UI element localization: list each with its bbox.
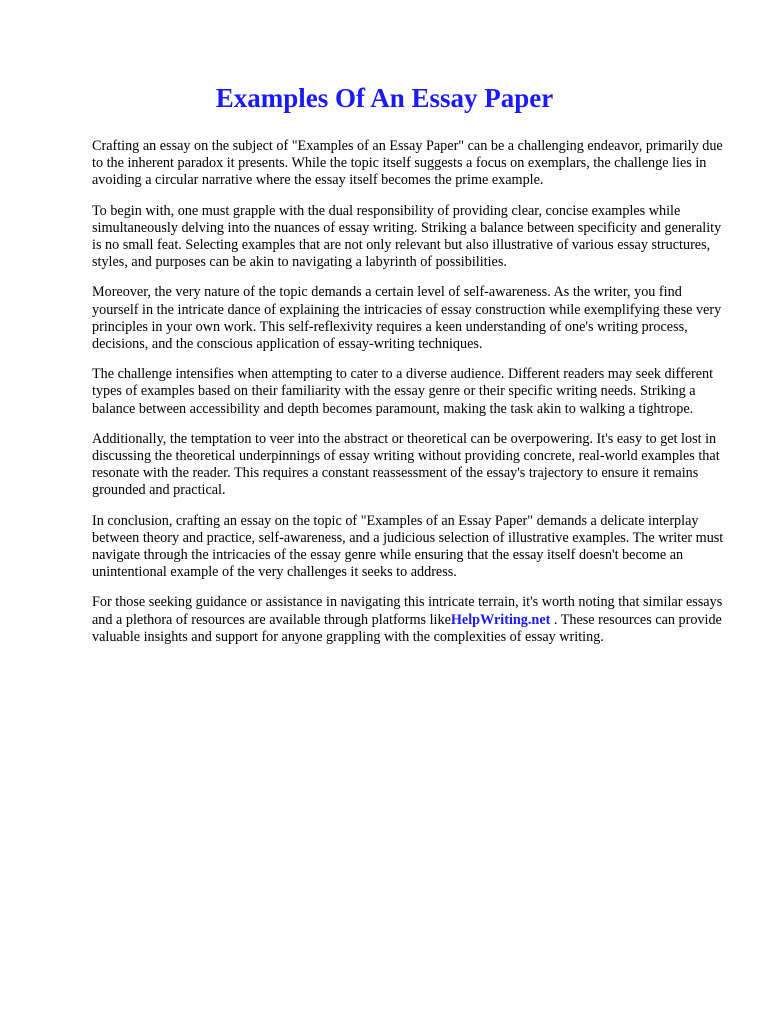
paragraph-7-before-link: For those seeking guidance or assistance in navigating this intricate terrain, it's worth noting that similar essays and a plethora of resources are available through platforms like (92, 594, 723, 628)
paragraph-1: Crafting an essay on the subject of "Examples of an Essay Paper" can be a challenging endeavor, primarily due to the inherent paradox it presents. While the topic itself suggests a focus on exemplars, the challenge lies in avoiding a circular narrative where the essay itself becomes the prime example. (92, 138, 723, 189)
document-title: Examples Of An Essay Paper (215, 83, 554, 113)
paragraph-7 (92, 594, 725, 646)
paragraph-2: To begin with, one must grapple with the dual responsibility of providing clear, concise examples while simultaneously delving into the nuances of essay writing. Striking a balance between specificity and generality is no small feat. Selecting examples that are not only relevant but also illustrative of various essay structures, styles, and purposes can be akin to navigating a labyrinth of possibilities. (92, 202, 722, 271)
paragraph-4: The challenge intensifies when attempting to cater to a diverse audience. Different readers may seek different types of examples based on their familiarity with the essay genre or their specific writing needs. Striking a balance between accessibility and depth becomes paramount, making the task akin to walking a tightrope. (92, 366, 714, 417)
document-body (92, 138, 725, 646)
paragraph-6: In conclusion, crafting an essay on the topic of "Examples of an Essay Paper" demands a delicate interplay between theory and practice, self-awareness, and a judicious selection of illustrative examples. The writer must navigate through the intricacies of the essay genre while ensuring that the essay itself doesn't become an unintentional example of the very challenges it seeks to address. (92, 512, 724, 581)
paragraph-3: Moreover, the very nature of the topic demands a certain level of self-awareness. As the writer, you find yourself in the intricate dance of explaining the intricacies of essay construction while exemplifying these very principles in your own work. This self-reflexivity requires a keen understanding of one's writing process, decisions, and the conscious application of essay-writing techniques. (92, 284, 722, 353)
helpwriting-link[interactable]: HelpWriting.net (450, 611, 551, 628)
paragraph-5: Additionally, the temptation to veer into the abstract or theoretical can be overpowering. It's easy to get lost in discussing the theoretical underpinnings of essay writing without providing concrete, real-world examples that resonate with the reader. This requires a constant reassessment of the essay's trajectory to ensure it remains grounded and practical. (92, 430, 720, 499)
paragraph-7-after-link: . These resources can provide valuable insights and support for anyone grappling with the complexities of essay writing. (92, 611, 722, 645)
